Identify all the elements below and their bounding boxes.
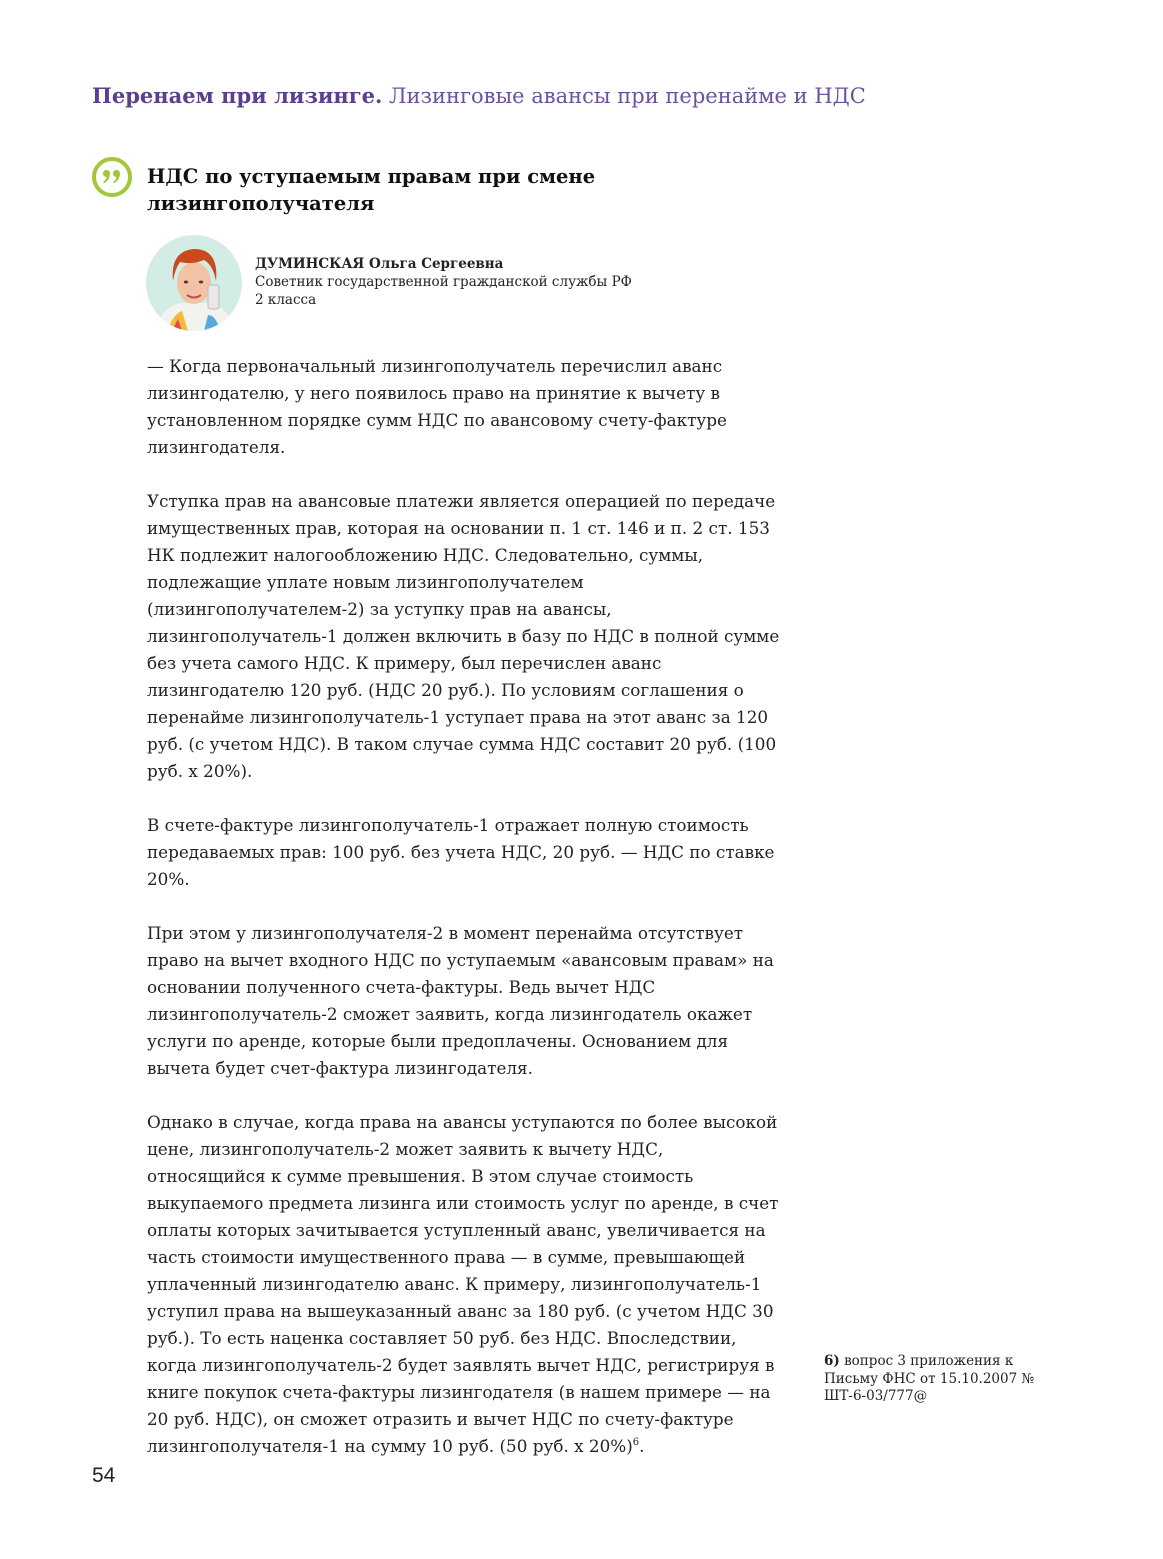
footnote-text: вопрос 3 приложения к Письму ФНС от 15.10.2007 № ШТ-6-03/777@ [824,1353,1035,1404]
paragraph: — Когда первоначальный лизингополучатель перечислил аванс лизингодателю, у него появилось право на принятие к вычету в установленном порядке сумм НДС по авансовому счету-фактуре лизингодателя. [147,356,727,457]
quote-icon [91,156,133,198]
author-name: ДУМИНСКАЯ Ольга Сергеевна [255,256,504,272]
paragraph-text: Однако в случае, когда права на авансы уступаются по более высокой цене, лизингополучатель-2 может заявить к вычету НДС, относящийся к сумме превышения. В этом случае стоимость выкупаемого предмета лизинга или стоимость услуг по аренде, в счет оплаты которых зачитывается уступленный аванс, увеличивается на часть стоимости имущественного права — в сумме, превышающей уплаченный лизингодателю аванс. К примеру, лизингополучатель-1 уступил права на вышеуказанный аванс за 180 руб. (с учетом НДС 30 руб.). То есть наценка составляет 50 руб. без НДС. Впоследствии, когда лизингополучатель-2 будет заявлять вычет НДС, регистрируя в книге покупок счета-фактуры лизингодателя (в нашем примере — на 20 руб. НДС), он сможет отразить и вычет НДС по счету-фактуре лизингополучателя-1 на сумму 10 руб. (50 руб. х 20%) [147,1112,779,1456]
running-header [92,82,1092,110]
paragraph-ending: . [639,1436,645,1456]
author-position: Советник государственной гражданской службы РФ [255,274,632,290]
paragraph: При этом у лизингополучателя-2 в момент перенайма отсутствует право на вычет входного НДС по уступаемым «авансовым правам» на основании полученного счета-фактуры. Ведь вычет НДС лизингополучатель-2 сможет заявить, когда лизингодатель окажет услуги по аренде, которые были предоплачены. Основанием для вычета будет счет-фактура лизингодателя. [147,923,774,1078]
paragraph-last [147,1109,787,1460]
paragraph: В счете-фактуре лизингополучатель-1 отражает полную стоимость передаваемых прав: 100 руб. без учета НДС, 20 руб. — НДС по ставке 20%. [147,815,775,889]
footnote [824,1353,1054,1406]
footnote-reference[interactable]: 6 [632,1437,640,1448]
paragraph: Уступка прав на авансовые платежи является операцией по передаче имущественных прав, которая на основании п. 1 ст. 146 и п. 2 ст. 153 НК подлежит налогообложению НДС. Следовательно, суммы, подлежащие уплате новым лизингополучателем (лизингополучателем-2) за уступку прав на авансы, лизингополучатель-1 должен включить в базу по НДС в полной сумме без учета самого НДС. К примеру, был перечислен аванс лизингодателю 120 руб. (НДС 20 руб.). По условиям соглашения о перенайме лизингополучатель-1 уступает права на этот аванс за 120 руб. (с учетом НДС). В таком случае сумма НДС составит 20 руб. (100 руб. х 20%). [147,491,780,781]
footnote-number: 6) [824,1353,840,1369]
article-body [147,353,787,1487]
author-block [255,255,715,309]
author-avatar [146,235,242,331]
header-subtitle: Лизинговые авансы при перенайме и НДС [389,84,866,108]
article-title: НДС по уступаемым правам при смене лизингополучателя [147,165,596,215]
author-class: 2 класса [255,292,317,308]
header-section: Перенаем при лизинге. [92,83,383,108]
page-number: 54 [92,1464,116,1487]
